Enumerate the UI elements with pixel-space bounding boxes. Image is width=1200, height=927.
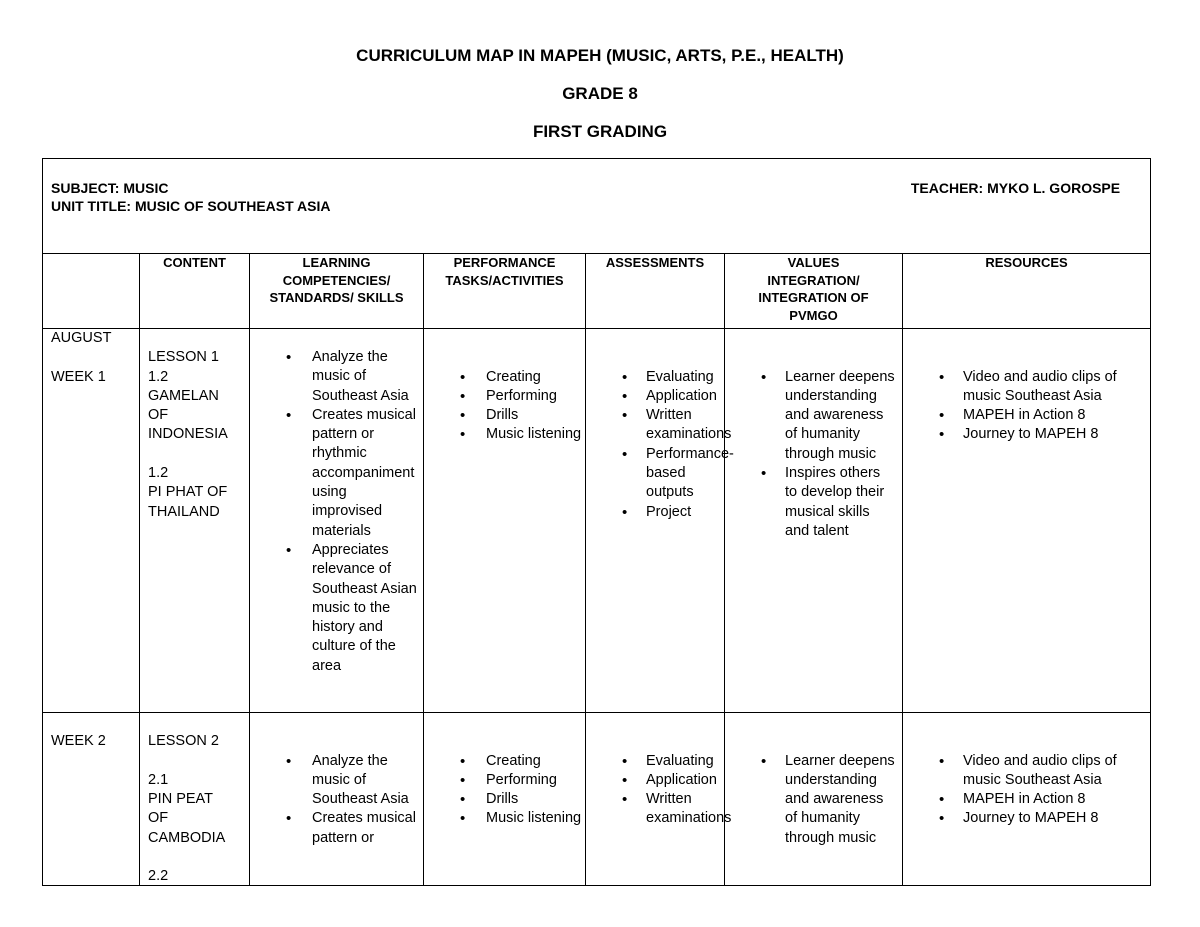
cell-line: CAMBODIA: [148, 829, 226, 846]
bullet-item: • Analyze the music of Southeast Asia: [250, 348, 423, 406]
cell-line: INDONESIA: [148, 426, 228, 443]
table-row: [43, 713, 1151, 886]
column-header-resources: RESOURCES: [903, 254, 1151, 329]
bullet-item: • Creating: [424, 368, 585, 387]
bullet-item: • Video and audio clips of music Southeast Asia: [903, 368, 1150, 407]
unit-title-label: UNIT TITLE: MUSIC OF SOUTHEAST ASIA: [51, 198, 331, 214]
tasks-cell: [424, 713, 585, 885]
cell-line: [148, 445, 249, 464]
bullet-item: • Evaluating: [586, 368, 724, 387]
bullet-item: • Application: [586, 387, 724, 406]
table-row: [43, 329, 1151, 713]
bullet-item: • Performance-based outputs: [586, 445, 724, 503]
content-cell: [140, 713, 249, 885]
cell-line: PIN PEAT: [148, 791, 213, 808]
competencies-cell: [250, 713, 423, 885]
bullet-item: • Creating: [424, 752, 585, 771]
cell-line: LESSON 1: [148, 349, 219, 366]
bullet-item: • Creates musical pattern or rhythmic accompaniment using improvised materials: [250, 406, 423, 541]
subject-label: SUBJECT: MUSIC: [51, 180, 169, 196]
bullet-item: • Written examinations: [586, 790, 724, 829]
bullet-item: • Video and audio clips of music Southeast Asia: [903, 752, 1150, 791]
bullet-item: • Performing: [424, 771, 585, 790]
cell-line: WEEK 2: [51, 733, 106, 750]
cell-line: 2.2: [148, 868, 169, 885]
grading-heading: FIRST GRADING: [532, 122, 668, 141]
bullet-item: • Application: [586, 771, 724, 790]
cell-line: [51, 713, 139, 732]
teacher-label: TEACHER: MYKO L. GOROSPE: [910, 180, 1121, 196]
bullet-item: • Evaluating: [586, 752, 724, 771]
curriculum-table: [42, 158, 1151, 886]
date-cell: [43, 329, 139, 387]
column-header-assessments: ASSESSMENTS: [586, 254, 725, 329]
cell-line: 2.1: [148, 771, 169, 788]
cell-line: [148, 329, 249, 348]
column-header-content: CONTENT: [140, 254, 250, 329]
column-header-date: [43, 254, 140, 329]
bullet-item: • Drills: [424, 790, 585, 809]
cell-line: 1.2: [148, 465, 169, 482]
bullet-item: • Journey to MAPEH 8: [903, 425, 1150, 444]
bullet-item: • Learner deepens understanding and awareness of humanity through music: [725, 752, 902, 848]
tasks-cell: [424, 329, 585, 445]
assessments-cell: [586, 713, 732, 885]
resources-cell: [903, 713, 1150, 885]
values-cell: [725, 713, 902, 885]
bullet-item: • Music listening: [424, 425, 585, 444]
cell-line: WEEK 1: [51, 368, 106, 385]
values-cell: [725, 329, 902, 541]
cell-line: LESSON 2: [148, 733, 219, 750]
cell-line: OF: [148, 407, 169, 424]
bullet-item: • Drills: [424, 406, 585, 425]
date-cell: [43, 713, 139, 885]
cell-line: [148, 752, 249, 771]
document-title: CURRICULUM MAP IN MAPEH (MUSIC, ARTS, P.E., HEALTH): [356, 46, 844, 65]
cell-line: [51, 348, 139, 367]
bullet-item: • Inspires others to develop their musical skills and talent: [725, 464, 902, 541]
assessments-cell: [586, 329, 734, 522]
bullet-item: • Music listening: [424, 809, 585, 828]
bullet-item: • Learner deepens understanding and awareness of humanity through music: [725, 368, 902, 464]
cell-line: 1.2: [148, 368, 169, 385]
grade-heading: GRADE 8: [562, 84, 638, 103]
column-header-values: VALUES INTEGRATION/ INTEGRATION OF PVMGO: [725, 254, 903, 329]
cell-line: PI PHAT OF: [148, 484, 228, 501]
content-cell: [140, 329, 249, 522]
cell-line: AUGUST: [51, 330, 112, 346]
bullet-item: • Written examinations: [586, 406, 724, 445]
bullet-item: • Analyze the music of Southeast Asia: [250, 752, 423, 810]
column-header-tasks: PERFORMANCE TASKS/ACTIVITIES: [424, 254, 586, 329]
bullet-item: • Performing: [424, 387, 585, 406]
cell-line: THAILAND: [148, 503, 220, 520]
bullet-item: • Appreciates relevance of Southeast Asian music to the history and culture of the area: [250, 541, 423, 676]
cell-line: OF: [148, 810, 169, 827]
cell-line: [148, 713, 249, 732]
bullet-item: • MAPEH in Action 8: [903, 790, 1150, 809]
unit-info-cell: [43, 159, 1151, 254]
bullet-item: • Journey to MAPEH 8: [903, 809, 1150, 828]
resources-cell: [903, 329, 1150, 445]
bullet-item: • Creates musical pattern or: [250, 809, 423, 848]
cell-line: GAMELAN: [148, 387, 219, 404]
cell-line: [148, 848, 249, 867]
column-header-competencies: LEARNING COMPETENCIES/ STANDARDS/ SKILLS: [250, 254, 424, 329]
bullet-item: • MAPEH in Action 8: [903, 406, 1150, 425]
bullet-item: • Project: [586, 503, 724, 522]
competencies-cell: [250, 329, 423, 676]
